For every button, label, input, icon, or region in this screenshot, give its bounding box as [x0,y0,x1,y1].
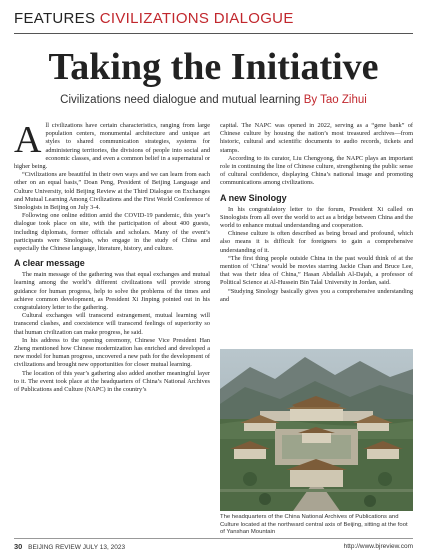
publication-info: BEIJING REVIEW JULY 13, 2023 [28,544,126,551]
section-label: FEATURES [14,10,96,27]
footer-left [14,542,125,551]
paragraph: Chinese culture is often described as being broad and profound, which also means it is difficult for foreigners to gain a comprehensive understanding of it. [220,230,413,254]
paragraph: “Civilizations are beautiful in their own ways and we can learn from each other on an equal basis,” Doan Peng, President of Beijing Language and Culture University, told Beijing Review at the Third Dialogue on Exchanges and Mutual Learning Among Civilizations and the First World Conference of Sinologists in Beijing on July 3-4. [14,171,210,212]
section-header [14,10,413,30]
right-column [220,122,413,348]
section-heading: A clear message [14,258,85,269]
article-subtitle [0,94,427,106]
paragraph: The location of this year’s gathering also added another meaningful layer to it. The event took place at the headquarters of China’s National Archives of Publications and Culture (NAPC) in the country’s [14,369,210,394]
paragraph: “The first thing people outside China in the past would think of at the mention of ‘China’ would be movies starring Jackie Chan and Bruce Lee, that was their idea of China,” Hasan Abdallah Al-Dajah, a professor of Political Science at Al-Hussein Bin Talal University in Jordan, said. [220,254,413,287]
header-divider [14,33,413,34]
website-url: http://www.bjreview.com [343,543,413,550]
article-title: Taking the Initiative [48,46,379,88]
subsection-label: CIVILIZATIONS DIALOGUE [99,10,294,27]
paragraph-text: ll civilizations have certain characteristics, ranging from large population centers, monumental architecture and unique art styles to shared communication strategies, systems for administering territories, the divisions of people into social and economic classes, and even a common belief in a supernatural or higher being. [14,122,210,171]
paragraph: The main message of the gathering was that equal exchanges and mutual learning among the world’s different civilizations will provide strong guidance for human progress, help to solve the problems of the times and achieve common development, as President Xi Jinping pointed out in his congratulatory letter to the gathering. [14,271,210,312]
subtitle-text: Civilizations need dialogue and mutual learning [60,94,301,106]
paragraph: capital. The NAPC was opened in 2022, serving as a “gene bank” of Chinese culture by housing the nation’s most treasured archives—from historic, cultural and scientific documents to audio records, tickets and stamps. [220,122,413,154]
left-column [14,122,210,535]
page-number: 30 [14,542,23,551]
photo-caption: The headquarters of the China National Archives of Publications and Culture located at the northward central axis of Beijing, sitting at the foot of Yanshan Mountain [220,514,408,536]
byline: By Tao Zihui [303,94,367,106]
paragraph: Cultural exchanges will transcend estrangement, mutual learning will transcend clashes, and coexistence will transcend feelings of superiority so that human civilization can make progress, he said. [14,312,210,336]
drop-cap: A [14,122,42,161]
paragraph: “Studying Sinology basically gives you a comprehensive understanding and [220,287,413,303]
footer-divider [14,538,413,539]
paragraph [14,122,210,171]
archive-complex-illustration [220,349,413,511]
paragraph: According to its curator, Liu Chengyong, the NAPC plays an important role in continuing the line of Chinese culture, strengthening the public sense of cultural confidence, displaying China’s national image and promoting communications among civilizations. [220,154,413,187]
archive-photo [220,349,413,511]
paragraph: In his congratulatory letter to the forum, President Xi called on Sinologists from all over the world to act as a bridge between China and the world to enhance mutual understanding and cooperation. [220,205,413,230]
paragraph: Following one online edition amid the COVID-19 pandemic, this year’s dialogue took place on site, with the participation of about 400 guests, including diplomats, former officials and scholars. Many of the event’s participants were Sinologists, who engage in the study of China and especially the Chinese language, literature, history, and culture. [14,212,210,253]
section-heading: A new Sinology [220,192,287,203]
paragraph: In his address to the opening ceremony, Chinese Vice President Han Zheng mentioned how Chinese modernization has enriched and developed a new model for human progress, uncovered a new path for the development of civilizations and brought new opportunities for closer mutual learning. [14,336,210,369]
